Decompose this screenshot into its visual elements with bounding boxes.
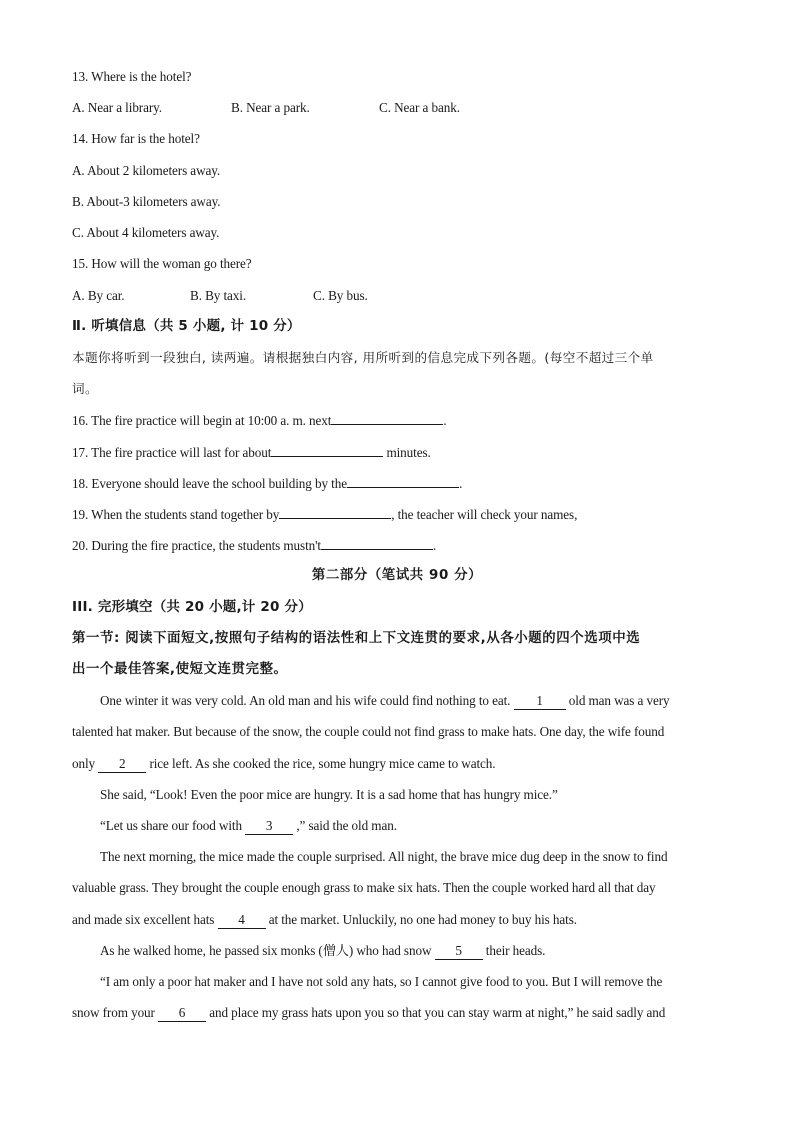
option-15-c: C. By bus. [313,288,368,303]
passage-line: “Let us share our food with 3 ,” said the old man. [100,818,397,833]
section-3-instruction-cont: 出一个最佳答案,使短文连贯完整。 [72,662,288,677]
question-19-text: 19. When the students stand together by [72,507,280,522]
option-13-b: B. Near a park. [231,100,310,115]
option-14-c: C. About 4 kilometers away. [72,225,220,240]
answer-blank-19[interactable] [279,505,391,519]
passage-line: only 2 rice left. As she cooked the rice, some hungry mice came to watch. [72,756,496,771]
option-14-a: A. About 2 kilometers away. [72,163,221,178]
question-17: 17. The fire practice will last for about minutes. [72,445,431,460]
option-15-b: B. By taxi. [190,288,247,303]
option-15-a: A. By car. [72,288,125,303]
question-15-options [72,287,368,305]
question-19: 19. When the students stand together by , the teacher will check your names, [72,507,578,522]
cloze-blank-4[interactable]: 4 [218,912,266,929]
passage-line: snow from your 6 and place my grass hats upon you so that you can stay warm at night,” he said sadly and [72,1005,666,1020]
cloze-blank-1[interactable]: 1 [514,693,566,710]
section-2-instruction: 本题你将听到一段独白, 读两遍。请根据独白内容, 用所听到的信息完成下列各题。(每空不超过三个单 [72,350,654,365]
option-13-c: C. Near a bank. [379,100,460,115]
question-20: 20. During the fire practice, the students mustn't . [72,538,437,553]
part-2-title: 第二部分（笔试共 90 分） [311,568,483,583]
question-20-text: 20. During the fire practice, the students mustn't [72,538,321,553]
passage-line: One winter it was very cold. An old man and his wife could find nothing to eat. 1 old man was a very [100,693,670,708]
question-18: 18. Everyone should leave the school building by the . [72,476,463,491]
answer-blank-16[interactable] [331,411,443,425]
question-17-text: 17. The fire practice will last for about [72,445,272,460]
question-16-text: 16. The fire practice will begin at 10:00 a. m. next [72,413,332,428]
question-13-options [72,99,460,117]
option-13-a: A. Near a library. [72,100,162,115]
question-13-stem: 13. Where is the hotel? [72,69,192,84]
section-2-instruction-cont: 词。 [72,381,98,396]
question-14-stem: 14. How far is the hotel? [72,131,200,146]
passage-line: As he walked home, he passed six monks (僧人) who had snow 5 their heads. [100,943,546,958]
question-15-stem: 15. How will the woman go there? [72,256,252,271]
passage-line: She said, “Look! Even the poor mice are hungry. It is a sad home that has hungry mice.” [100,787,558,802]
section-2-heading: Ⅱ. 听填信息（共 5 小题, 计 10 分） [72,318,301,334]
cloze-blank-2[interactable]: 2 [98,756,146,773]
answer-blank-18[interactable] [347,474,459,488]
question-18-text: 18. Everyone should leave the school building by the [72,476,347,491]
cloze-blank-5[interactable]: 5 [435,943,483,960]
section-3-instruction: 第一节: 阅读下面短文,按照句子结构的语法性和上下文连贯的要求,从各小题的四个选项中选 [72,631,641,646]
passage-line: The next morning, the mice made the couple surprised. All night, the brave mice dug deep in the snow to find [100,849,668,864]
answer-blank-17[interactable] [271,443,383,457]
cloze-blank-6[interactable]: 6 [158,1005,206,1022]
answer-blank-20[interactable] [321,536,433,550]
cloze-blank-3[interactable]: 3 [245,818,293,835]
question-16: 16. The fire practice will begin at 10:00 a. m. next . [72,413,447,428]
passage-line: and made six excellent hats 4 at the market. Unluckily, no one had money to buy his hats. [72,912,577,927]
passage-line: valuable grass. They brought the couple enough grass to make six hats. Then the couple worked hard all that day [72,880,656,895]
passage-line: “I am only a poor hat maker and I have not sold any hats, so I cannot give food to you. But I will remove the [100,974,663,989]
passage-line: talented hat maker. But because of the snow, the couple could not find grass to make hats. One day, the wife found [72,724,665,739]
section-3-heading: III. 完形填空（共 20 小题,计 20 分） [72,599,312,615]
option-14-b: B. About-3 kilometers away. [72,194,221,209]
